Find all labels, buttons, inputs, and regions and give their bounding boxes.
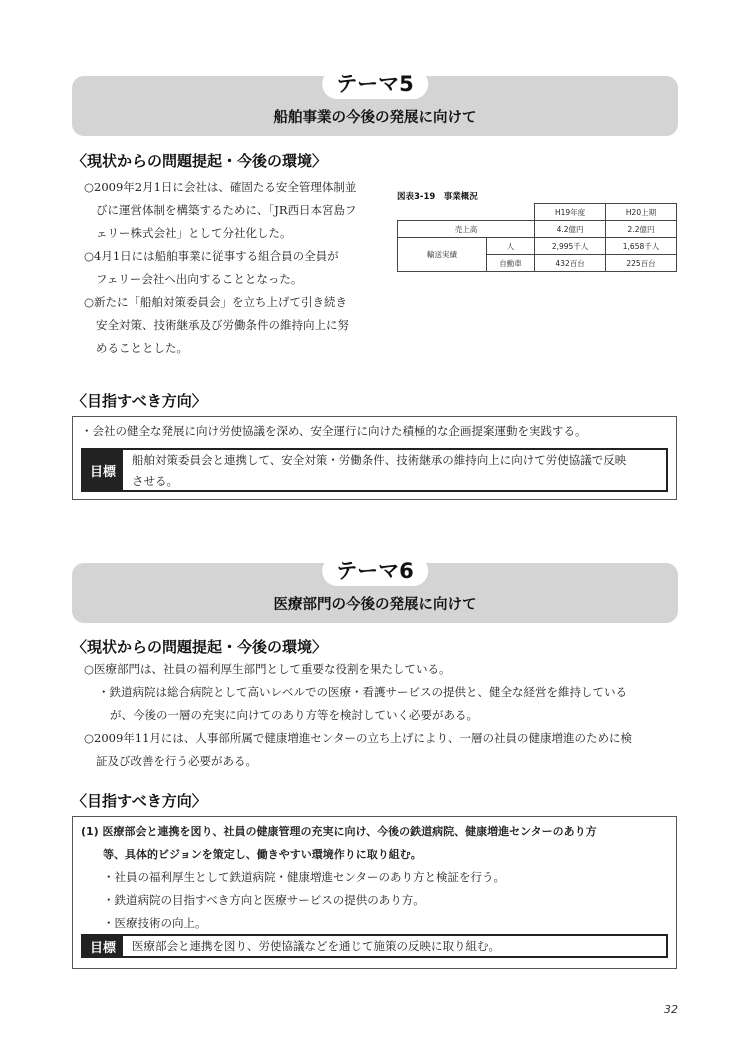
table-row (398, 204, 677, 221)
theme6-issue-line: 証及び改善を行う必要がある。 (96, 754, 257, 768)
theme5-issue-line: ○新たに「船舶対策委員会」を立ち上げて引き続き (84, 295, 348, 309)
theme5-goal-text (132, 450, 660, 492)
direction-line: (1) 医療部会と連携を図り、社員の健康管理の充実に向け、今後の鉄道病院、健康増進センターのあり方 (81, 825, 597, 838)
col-header-h20: H20上期 (606, 204, 677, 221)
table-row (398, 221, 677, 238)
cell-people-h19: 2,995千人 (535, 238, 606, 255)
direction-line: 等、具体的ビジョンを策定し、働きやすい環境作りに取り組む。 (103, 848, 422, 861)
table-caption: 図表3-19 事業概況 (397, 192, 478, 202)
table-row (398, 238, 677, 255)
cell-sales-h20: 2.2億円 (606, 221, 677, 238)
theme6-banner (72, 559, 678, 623)
theme6-goal-text: 医療部会と連携を図り、労使協議などを通じて施策の反映に取り組む。 (132, 939, 500, 953)
theme5-issue-line: びに運営体制を構築するために、「JR西日本宮島フ (96, 203, 357, 217)
theme5-banner (72, 72, 678, 136)
goal-line: させる。 (132, 474, 178, 488)
row-label-sales: 売上高 (398, 221, 535, 238)
col-header-h19: H19年度 (535, 204, 606, 221)
theme5-issue-line: ○4月1日には船舶事業に従事する組合員の全員が (84, 249, 339, 263)
theme6-issue-line: ・鉄道病院は総合病院として高いレベルでの医療・看護サービスの提供と、健全な経営を維持している (98, 685, 627, 699)
theme5-issues-heading: 〈現状からの問題提起・今後の環境〉 (72, 152, 328, 170)
direction-sub-line: ・社員の福利厚生として鉄道病院・健康増進センターのあり方と検証を行う。 (103, 870, 506, 884)
goal-line: 船舶対策委員会と連携して、安全対策・労働条件、技術継承の維持向上に向けて労使協議で反映 (132, 453, 627, 467)
theme5-label: テーマ5 (322, 69, 428, 99)
direction-sub-line: ・医療技術の向上。 (103, 916, 207, 930)
business-overview-table (397, 203, 677, 272)
cell-people-h20: 1,658千人 (606, 238, 677, 255)
theme5-title: 船舶事業の今後の発展に向けて (273, 110, 477, 126)
row-label-people: 人 (487, 238, 535, 255)
theme6-goal-box (81, 934, 668, 958)
cell-cars-h19: 432百台 (535, 255, 606, 272)
goal-label: 目標 (83, 450, 123, 490)
theme5-issue-line: ェリー株式会社」として分社化した。 (96, 226, 292, 240)
theme6-issue-line: ○医療部門は、社員の福利厚生部門として重要な役割を果たしている。 (84, 662, 451, 676)
theme6-issues-heading: 〈現状からの問題提起・今後の環境〉 (72, 638, 328, 656)
goal-label: 目標 (83, 936, 123, 956)
theme5-issues (84, 176, 389, 360)
theme5-goal-box (81, 448, 668, 492)
theme6-issue-line: ○2009年11月には、人事部所属で健康増進センターの立ち上げにより、一層の社員の健康増進のために検 (84, 731, 632, 745)
direction-sub-line: ・鉄道病院の目指すべき方向と医療サービスの提供のあり方。 (103, 893, 425, 907)
theme6-issue-line: が、今後の一層の充実に向けてのあり方等を検討していく必要がある。 (110, 708, 478, 722)
page-number: 32 (664, 1003, 678, 1016)
theme6-direction-box (72, 816, 677, 969)
theme5-direction-item: ・会社の健全な発展に向け労使協議を深め、安全運行に向けた積極的な企画提案運動を実践する。 (81, 424, 587, 438)
theme5-direction-heading: 〈目指すべき方向〉 (72, 392, 207, 410)
row-label-cars: 自動車 (487, 255, 535, 272)
row-label-transport: 輸送実績 (398, 238, 487, 272)
theme5-issue-line: めることとした。 (96, 341, 188, 355)
theme6-direction-sub (103, 866, 505, 935)
theme6-label: テーマ6 (322, 556, 428, 586)
theme6-direction-heading: 〈目指すべき方向〉 (72, 792, 207, 810)
theme5-issue-line: フェリー会社へ出向することとなった。 (96, 272, 303, 286)
theme6-issues (84, 658, 678, 773)
theme5-issue-line: ○2009年2月1日に会社は、確固たる安全管理体制並 (84, 180, 357, 194)
cell-cars-h20: 225百台 (606, 255, 677, 272)
theme5-direction-box (72, 416, 677, 500)
theme6-title: 医療部門の今後の発展に向けて (273, 597, 477, 613)
theme5-issue-line: 安全対策、技術継承及び労働条件の維持向上に努 (96, 318, 349, 332)
cell-sales-h19: 4.2億円 (535, 221, 606, 238)
theme6-direction-main (81, 820, 597, 866)
